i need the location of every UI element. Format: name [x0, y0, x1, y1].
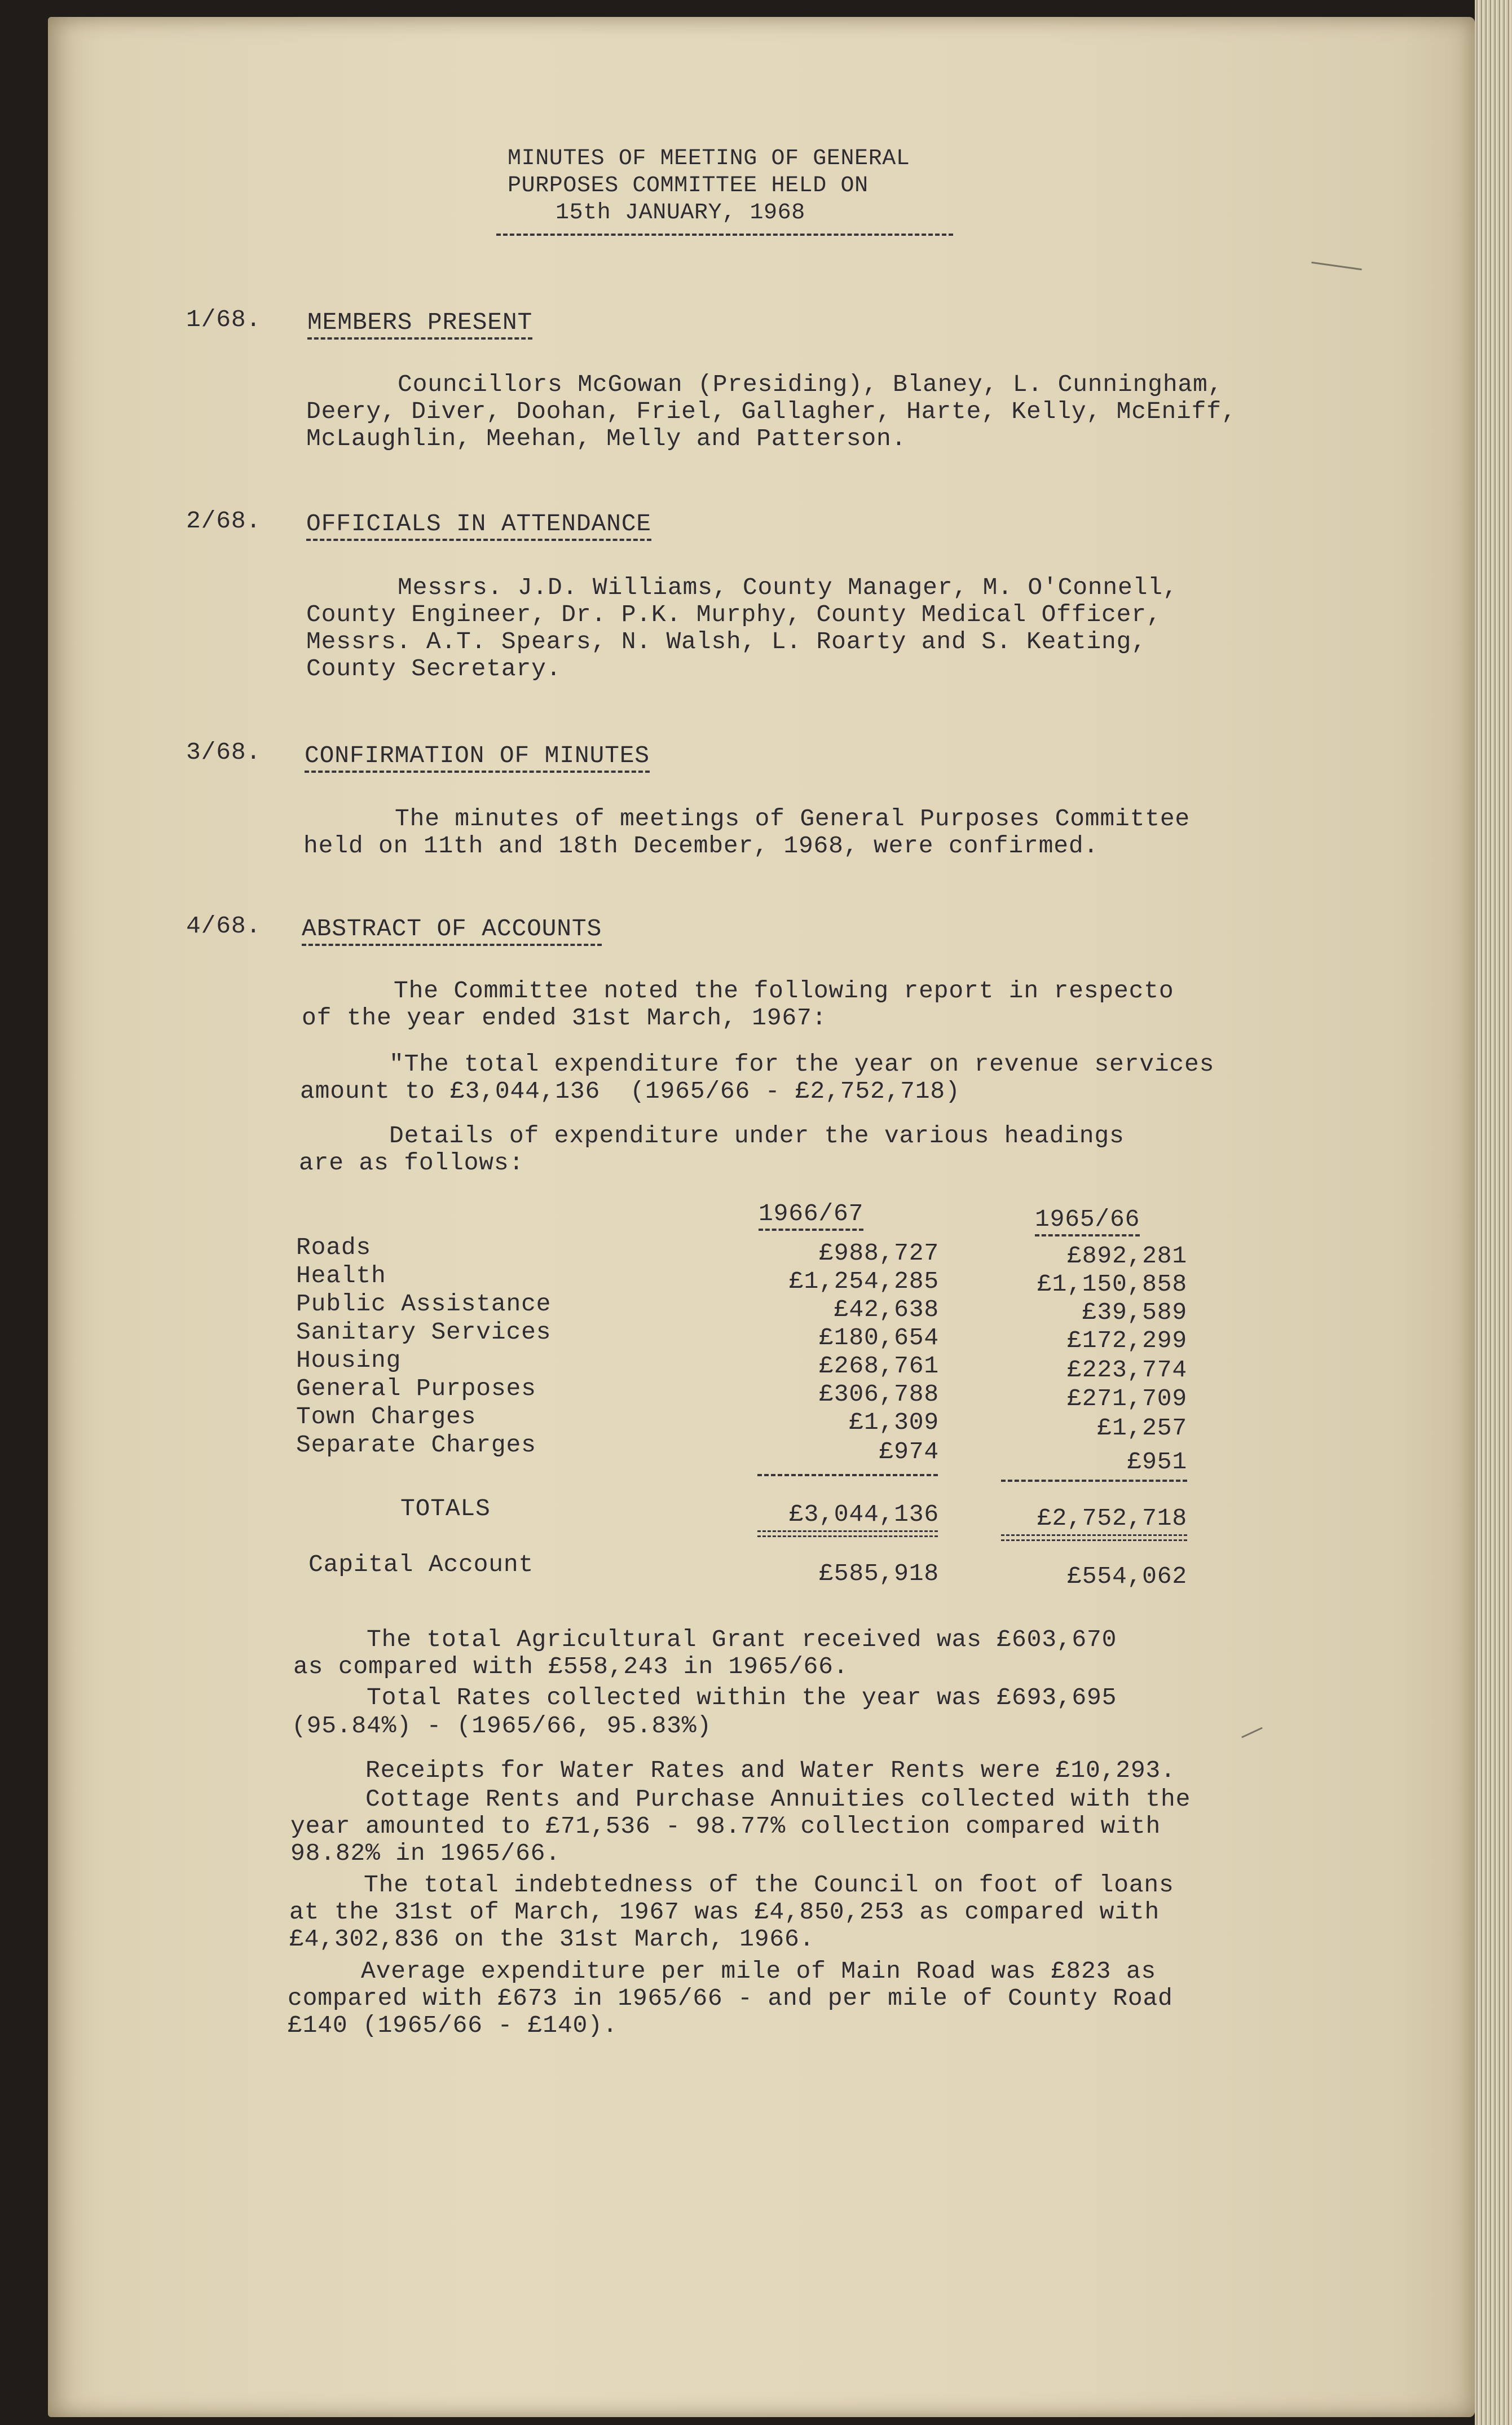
- paragraph-line: Average expenditure per mile of Main Road was £823 as: [361, 1957, 1157, 1985]
- table-cell-1966-67: £988,727: [819, 1239, 939, 1267]
- header-line-2: PURPOSES COMMITTEE HELD ON: [508, 173, 869, 199]
- capital-1965-66: £554,062: [1067, 1563, 1187, 1590]
- column-header-1965-66: 1965/66: [1035, 1207, 1140, 1236]
- paragraph-line: 98.82% in 1965/66.: [290, 1839, 561, 1867]
- paragraph-line: held on 11th and 18th December, 1968, were confirmed.: [303, 832, 1099, 860]
- book-page-edges: [1475, 0, 1512, 2425]
- paragraph-line: The minutes of meetings of General Purposes Committee: [395, 805, 1191, 833]
- section-heading: CONFIRMATION OF MINUTES: [305, 743, 650, 773]
- paragraph-line: £4,302,836 on the 31st March, 1966.: [289, 1925, 815, 1953]
- paragraph-line: County Secretary.: [306, 655, 562, 683]
- totals-double-rule: [1001, 1534, 1187, 1541]
- subtotal-rule: [1001, 1480, 1187, 1482]
- totals-1965-66: £2,752,718: [1037, 1504, 1187, 1532]
- table-cell-1965-66: £1,150,858: [1037, 1270, 1187, 1298]
- paragraph-line: Cottage Rents and Purchase Annuities collected with the: [365, 1785, 1191, 1813]
- paragraph-line: Receipts for Water Rates and Water Rents were £10,293.: [365, 1757, 1176, 1784]
- document-page: [48, 17, 1475, 2417]
- table-row-label: Separate Charges: [296, 1431, 536, 1459]
- column-header-1966-67: 1966/67: [759, 1202, 863, 1231]
- paragraph-line: The total indebtedness of the Council on foot of loans: [364, 1871, 1174, 1899]
- table-cell-1966-67: £42,638: [834, 1296, 939, 1323]
- table-row-label: General Purposes: [296, 1375, 536, 1402]
- paragraph-line: Total Rates collected within the year was £693,695: [367, 1684, 1117, 1711]
- table-cell-1965-66: £951: [1127, 1448, 1187, 1476]
- paragraph-line: at the 31st of March, 1967 was £4,850,253 as compared with: [289, 1898, 1160, 1926]
- header-underline: [496, 234, 953, 236]
- stray-mark: [1311, 262, 1362, 270]
- table-cell-1966-67: £180,654: [819, 1324, 939, 1352]
- paragraph-line: year amounted to £71,536 - 98.77% collection compared with: [290, 1812, 1161, 1840]
- table-cell-1965-66: £172,299: [1067, 1327, 1187, 1354]
- section-heading: ABSTRACT OF ACCOUNTS: [302, 917, 602, 946]
- table-cell-1966-67: £1,309: [849, 1409, 939, 1436]
- section-number: 1/68.: [186, 306, 262, 333]
- table-cell-1966-67: £974: [879, 1438, 939, 1465]
- totals-double-rule: [757, 1530, 938, 1537]
- paragraph-line: Messrs. A.T. Spears, N. Walsh, L. Roarty and S. Keating,: [306, 628, 1147, 655]
- paragraph-line: The total Agricultural Grant received was £603,670: [367, 1626, 1117, 1653]
- paragraph-line: The Committee noted the following report in respecto: [394, 977, 1174, 1005]
- section-heading: OFFICIALS IN ATTENDANCE: [306, 512, 651, 541]
- table-cell-1966-67: £268,761: [819, 1352, 939, 1380]
- table-cell-1965-66: £892,281: [1067, 1242, 1187, 1270]
- paragraph-line: County Engineer, Dr. P.K. Murphy, County Medical Officer,: [306, 601, 1162, 628]
- paragraph-line: (95.84%) - (1965/66, 95.83%): [292, 1712, 712, 1740]
- paragraph-line: are as follows:: [299, 1149, 524, 1177]
- table-row-label: Public Assistance: [296, 1290, 552, 1318]
- paragraph-line: of the year ended 31st March, 1967:: [302, 1004, 827, 1032]
- totals-1966-67: £3,044,136: [788, 1500, 939, 1528]
- table-cell-1965-66: £39,589: [1082, 1299, 1187, 1326]
- table-cell-1966-67: £1,254,285: [788, 1267, 939, 1295]
- paragraph-line: £140 (1965/66 - £140).: [288, 2012, 618, 2039]
- paragraph-line: "The total expenditure for the year on revenue services: [389, 1050, 1215, 1078]
- totals-label: TOTALS: [400, 1495, 491, 1522]
- header-line-3: 15th JANUARY, 1968: [556, 200, 805, 226]
- table-row-label: Housing: [296, 1346, 402, 1374]
- stray-mark: [1241, 1727, 1263, 1739]
- capital-1966-67: £585,918: [819, 1560, 939, 1587]
- paragraph-line: compared with £673 in 1965/66 - and per mile of County Road: [288, 1984, 1173, 2012]
- table-cell-1965-66: £1,257: [1097, 1414, 1187, 1442]
- paragraph-line: McLaughlin, Meehan, Melly and Patterson.: [306, 425, 907, 452]
- header-line-1: MINUTES OF MEETING OF GENERAL: [508, 146, 910, 171]
- paragraph-line: as compared with £558,243 in 1965/66.: [293, 1653, 849, 1680]
- table-row-label: Sanitary Services: [296, 1318, 552, 1346]
- table-row-label: Roads: [296, 1234, 372, 1261]
- section-number: 4/68.: [186, 912, 262, 940]
- paragraph-line: Details of expenditure under the various headings: [389, 1122, 1125, 1150]
- table-cell-1966-67: £306,788: [819, 1380, 939, 1408]
- table-row-label: Health: [296, 1262, 386, 1289]
- section-number: 3/68.: [186, 738, 262, 766]
- section-heading: MEMBERS PRESENT: [307, 310, 532, 340]
- paragraph-line: amount to £3,044,136 (1965/66 - £2,752,718): [300, 1077, 960, 1105]
- paragraph-line: Messrs. J.D. Williams, County Manager, M. O'Connell,: [398, 574, 1178, 601]
- paragraph-line: Deery, Diver, Doohan, Friel, Gallagher, Harte, Kelly, McEniff,: [306, 398, 1237, 425]
- capital-label: Capital Account: [308, 1551, 534, 1578]
- table-cell-1965-66: £223,774: [1067, 1356, 1187, 1384]
- section-number: 2/68.: [186, 507, 262, 535]
- subtotal-rule: [757, 1474, 938, 1476]
- table-row-label: Town Charges: [296, 1403, 477, 1431]
- table-cell-1965-66: £271,709: [1067, 1385, 1187, 1412]
- paragraph-line: Councillors McGowan (Presiding), Blaney, L. Cunningham,: [398, 371, 1223, 398]
